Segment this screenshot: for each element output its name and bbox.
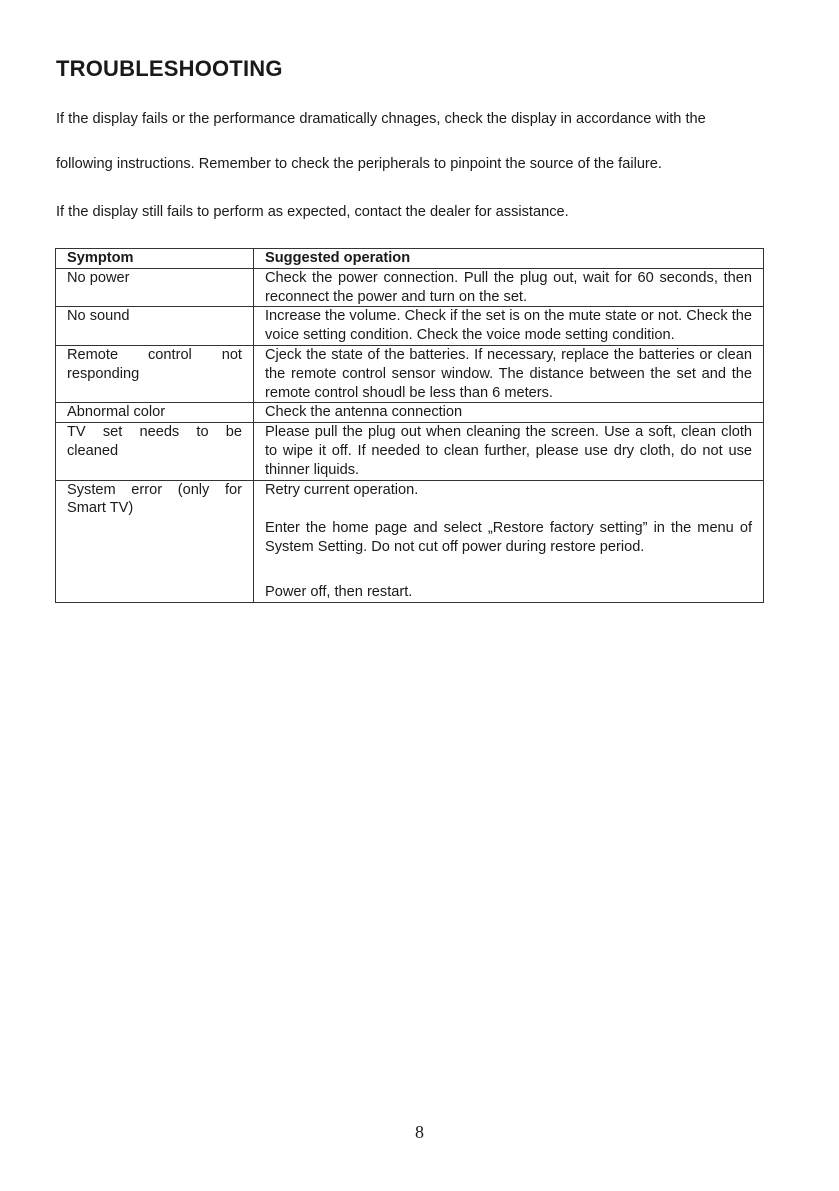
table-row	[56, 403, 764, 423]
table-row	[56, 307, 764, 346]
table-row	[56, 268, 764, 307]
operation-cell: Increase the volume. Check if the set is on the mute state or not. Check the voice setting condition. Check the voice mode setting condition.	[254, 307, 764, 346]
symptom-cell: TV set needs to be cleaned	[56, 423, 254, 480]
intro-line-2: following instructions. Remember to check the peripherals to pinpoint the source of the failure.	[56, 156, 662, 172]
operation-step-1: Retry current operation.	[265, 481, 419, 498]
operation-cell	[254, 480, 764, 602]
operation-step-3: Power off, then restart.	[265, 583, 413, 600]
symptom-cell: System error (only for Smart TV)	[56, 480, 254, 602]
symptom-cell: Abnormal color	[56, 403, 254, 423]
operation-step-2: Enter the home page and select „Restore factory setting” in the menu of System Setting. Do not cut off power during restore period.	[265, 520, 752, 556]
operation-cell: Cjeck the state of the batteries. If necessary, replace the batteries or clean the remote control sensor window. The distance between the set and the remote control shoudl be less than 6 meters.	[254, 345, 764, 402]
operation-cell: Please pull the plug out when cleaning the screen. Use a soft, clean cloth to wipe it off. If needed to clean further, please use dry cloth, do not use thinner liquids.	[254, 423, 764, 480]
symptom-cell: No power	[56, 268, 254, 307]
header-suggested-operation: Suggested operation	[254, 249, 764, 269]
table-row	[56, 345, 764, 402]
operation-cell: Check the antenna connection	[254, 403, 764, 423]
intro-line-1: If the display fails or the performance dramatically chnages, check the display in accordance with the	[56, 111, 706, 127]
operation-cell: Check the power connection. Pull the plug out, wait for 60 seconds, then reconnect the power and turn on the set.	[254, 268, 764, 307]
symptom-cell: Remote control not responding	[56, 345, 254, 402]
table-row	[56, 423, 764, 480]
symptom-cell: No sound	[56, 307, 254, 346]
table-row	[56, 480, 764, 602]
table-header-row	[56, 249, 764, 269]
intro-line-3: If the display still fails to perform as expected, contact the dealer for assistance.	[56, 204, 569, 220]
header-symptom: Symptom	[56, 249, 254, 269]
page-number: 8	[415, 1122, 424, 1142]
troubleshooting-table	[55, 248, 764, 603]
page-title: TROUBLESHOOTING	[56, 56, 283, 81]
